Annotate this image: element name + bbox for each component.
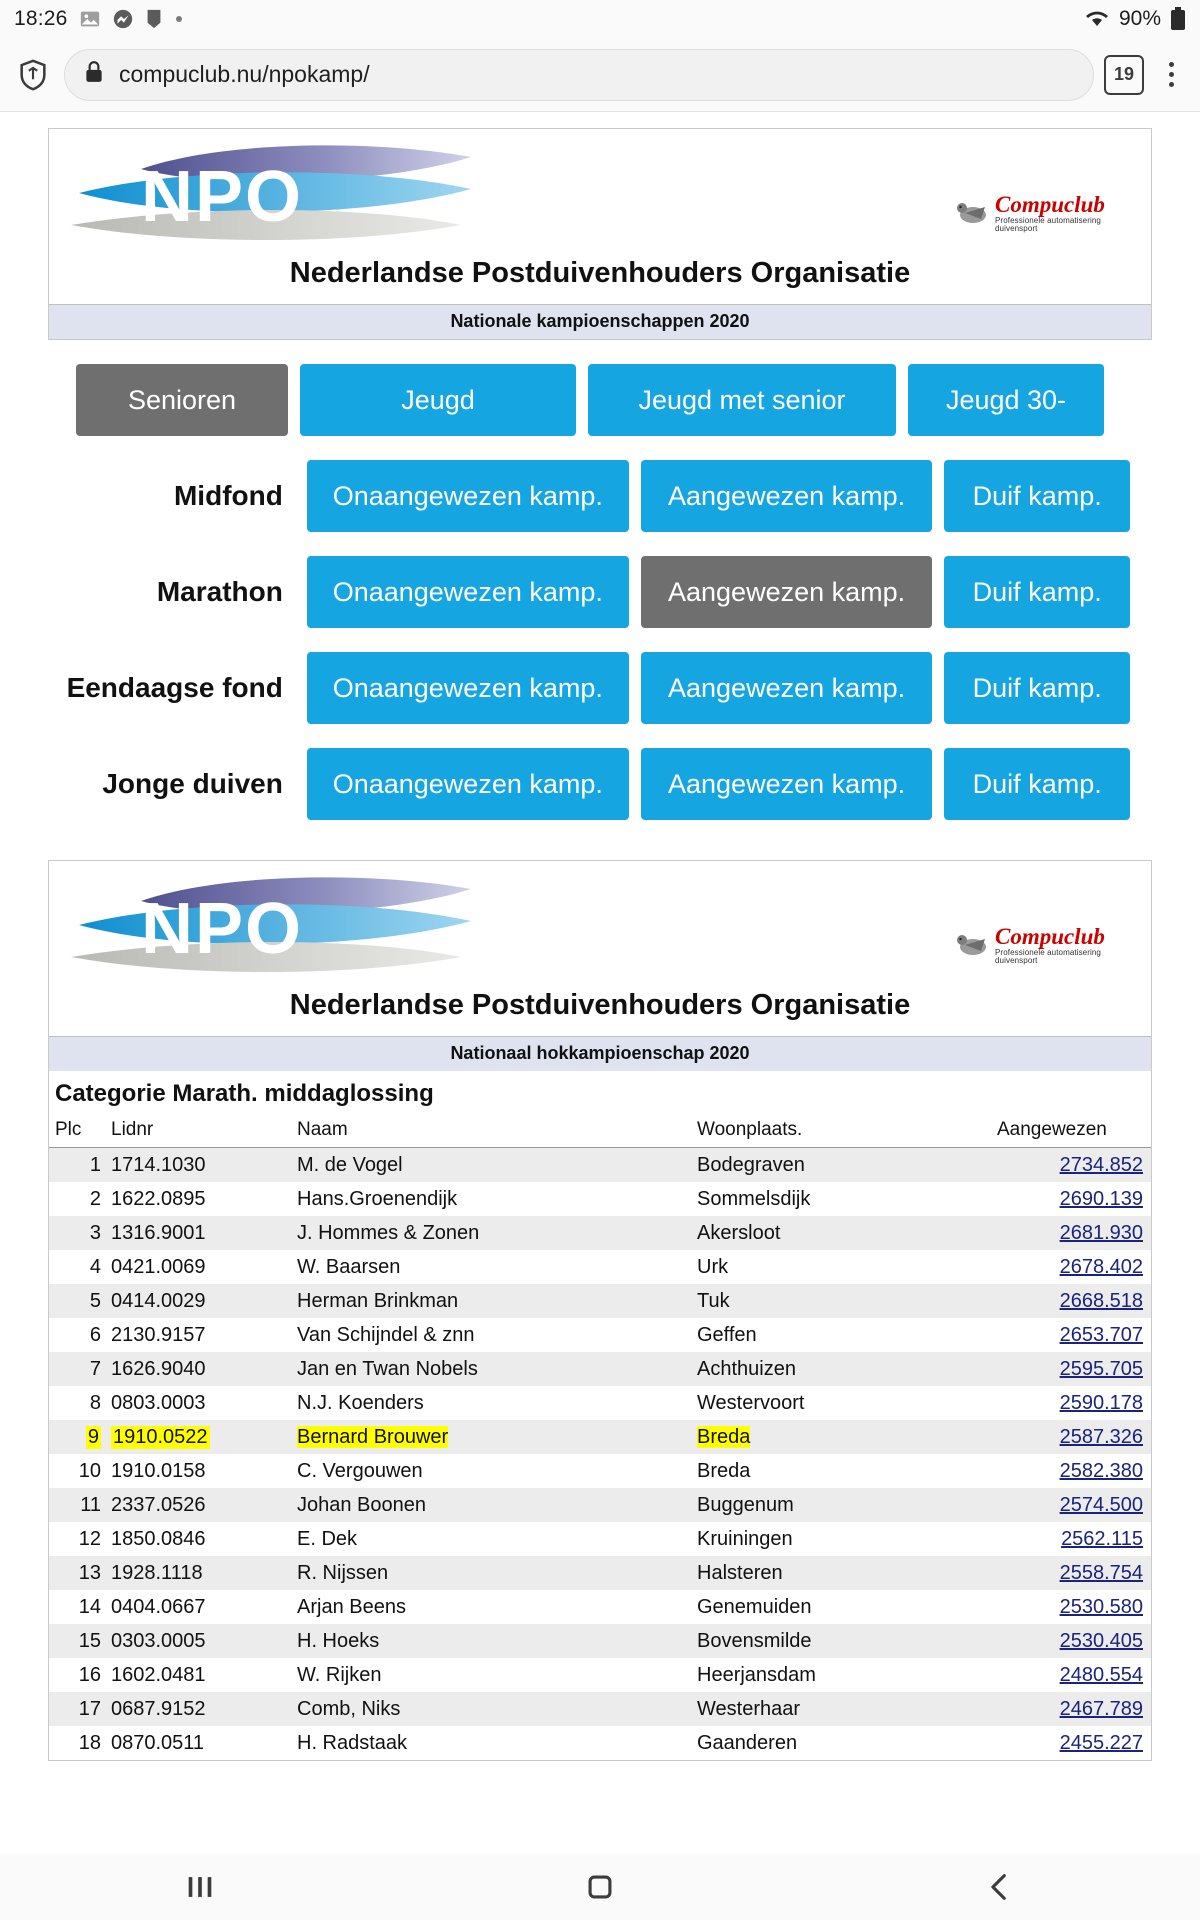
android-status-bar	[0, 0, 1200, 38]
npo-logo	[71, 871, 541, 986]
compuclub-logo	[955, 923, 1137, 967]
results-card	[48, 860, 1152, 1761]
cell-lidnr: 1714.1030	[111, 1154, 206, 1176]
battery-percentage: 90%	[1118, 7, 1161, 30]
nav-button-jeugd-met-senior[interactable]: Jeugd met senior	[588, 364, 896, 436]
cell-lidnr: 0803.0003	[111, 1392, 206, 1414]
cell-aangewezen	[991, 1386, 1151, 1420]
aangewezen-link[interactable]: 2574.500	[1059, 1494, 1143, 1516]
aangewezen-link[interactable]: 2455.227	[1059, 1732, 1143, 1754]
cell-naam: H. Radstaak	[297, 1732, 408, 1754]
eendaagse-aangewezen-button[interactable]: Aangewezen kamp.	[641, 652, 933, 724]
discipline-label-jonge-duiven: Jonge duiven	[102, 768, 283, 799]
table-row	[49, 1658, 1151, 1692]
table-row	[49, 1216, 1151, 1250]
cell-plc: 11	[80, 1494, 101, 1516]
cell-naam: Comb, Niks	[297, 1698, 401, 1720]
compuclub-tagline: Professionele automatisering duivensport	[995, 215, 1101, 234]
discipline-row-midfond	[48, 460, 1152, 532]
cell-woonplaats: Breda	[697, 1426, 751, 1448]
browser-toolbar	[0, 38, 1200, 112]
cell-lidnr: 0303.0005	[111, 1630, 206, 1652]
cell-lidnr: 0687.9152	[111, 1698, 206, 1720]
table-row	[49, 1556, 1151, 1590]
compuclub-tagline: Professionele automatisering duivensport	[995, 947, 1101, 966]
cell-aangewezen	[991, 1284, 1151, 1318]
midfond-duif-button[interactable]: Duif kamp.	[944, 460, 1130, 532]
cell-naam: W. Baarsen	[297, 1256, 401, 1278]
column-header-woonplaats: Woonplaats.	[691, 1115, 991, 1148]
aangewezen-link[interactable]: 2681.930	[1059, 1222, 1143, 1244]
cell-lidnr: 1316.9001	[111, 1222, 206, 1244]
cell-woonplaats: Buggenum	[697, 1494, 794, 1516]
cell-woonplaats: Westerhaar	[697, 1698, 801, 1720]
cell-naam: J. Hommes & Zonen	[297, 1222, 480, 1244]
svg-text:NPO: NPO	[141, 889, 304, 969]
cell-woonplaats: Genemuiden	[697, 1596, 812, 1618]
discipline-label-marathon: Marathon	[156, 576, 283, 607]
cell-lidnr: 0870.0511	[111, 1732, 205, 1754]
jonge-duiven-aangewezen-button[interactable]: Aangewezen kamp.	[641, 748, 933, 820]
results-table	[49, 1115, 1151, 1760]
npo-logo	[71, 139, 541, 254]
cell-lidnr: 0421.0069	[111, 1256, 206, 1278]
aangewezen-link[interactable]: 2595.705	[1059, 1358, 1143, 1380]
android-system-nav	[0, 1854, 1200, 1920]
dot-icon	[174, 14, 184, 24]
results-organization-title: Nederlandse Postduivenhouders Organisatie	[289, 989, 911, 1021]
cell-lidnr: 1910.0158	[111, 1460, 206, 1482]
cell-naam: Herman Brinkman	[297, 1290, 459, 1312]
cell-naam: Hans.Groenendijk	[297, 1188, 458, 1210]
table-row	[49, 1250, 1151, 1284]
table-row	[49, 1522, 1151, 1556]
table-row	[49, 1420, 1151, 1454]
shield-icon[interactable]	[12, 54, 54, 96]
cell-plc: 1	[89, 1154, 101, 1176]
cell-aangewezen	[991, 1454, 1151, 1488]
table-row	[49, 1182, 1151, 1216]
nav-button-jeugd-30[interactable]: Jeugd 30-	[908, 364, 1104, 436]
column-header-naam: Naam	[291, 1115, 691, 1148]
category-nav-row	[48, 364, 1152, 436]
table-row	[49, 1386, 1151, 1420]
table-row	[49, 1590, 1151, 1624]
cell-aangewezen	[991, 1318, 1151, 1352]
cell-plc: 17	[78, 1698, 101, 1720]
cell-plc: 9	[87, 1426, 99, 1448]
aangewezen-link[interactable]: 2678.402	[1059, 1256, 1143, 1278]
cell-aangewezen	[991, 1624, 1151, 1658]
cell-woonplaats: Kruiningen	[697, 1528, 793, 1550]
cell-naam: H. Hoeks	[297, 1630, 380, 1652]
compuclub-name: Compuclub	[995, 191, 1105, 217]
cell-plc: 3	[89, 1222, 101, 1244]
cell-woonplaats: Bodegraven	[697, 1154, 805, 1176]
cell-lidnr: 0404.0667	[111, 1596, 206, 1618]
cell-lidnr: 0414.0029	[111, 1290, 206, 1312]
aangewezen-link[interactable]: 2562.115	[1061, 1528, 1143, 1550]
pigeon-icon	[955, 929, 989, 961]
cell-naam: N.J. Koenders	[297, 1392, 424, 1414]
status-left-group	[14, 7, 184, 31]
cell-aangewezen	[991, 1556, 1151, 1590]
tab-counter-button[interactable]: 19	[1104, 55, 1144, 95]
nav-button-senioren[interactable]: Senioren	[76, 364, 288, 436]
results-subtitle: Nationaal hokkampioenschap 2020	[49, 1036, 1151, 1071]
pigeon-icon	[955, 197, 989, 229]
cell-plc: 15	[78, 1630, 101, 1652]
table-row	[49, 1692, 1151, 1726]
cell-woonplaats: Halsteren	[697, 1562, 783, 1584]
cell-plc: 18	[78, 1732, 101, 1754]
nav-button-jeugd[interactable]: Jeugd	[300, 364, 576, 436]
cell-aangewezen	[991, 1250, 1151, 1284]
cell-plc: 8	[89, 1392, 101, 1414]
cell-naam: E. Dek	[297, 1528, 358, 1550]
status-right-group	[1084, 7, 1186, 31]
cell-naam: R. Nijssen	[297, 1562, 389, 1584]
messenger-icon	[112, 8, 134, 30]
aangewezen-link[interactable]: 2480.554	[1059, 1664, 1143, 1686]
cell-lidnr: 1910.0522	[113, 1426, 208, 1448]
marathon-aangewezen-button[interactable]: Aangewezen kamp.	[641, 556, 933, 628]
cell-lidnr: 1622.0895	[111, 1188, 206, 1210]
midfond-aangewezen-button[interactable]: Aangewezen kamp.	[641, 460, 933, 532]
lock-icon	[83, 60, 105, 89]
cell-aangewezen	[991, 1658, 1151, 1692]
svg-text:NPO: NPO	[141, 157, 304, 237]
cell-woonplaats: Tuk	[697, 1290, 730, 1312]
cell-lidnr: 2130.9157	[111, 1324, 206, 1346]
cell-aangewezen	[991, 1216, 1151, 1250]
cell-naam: Johan Boonen	[297, 1494, 427, 1516]
eendaagse-duif-button[interactable]: Duif kamp.	[944, 652, 1130, 724]
cell-naam: Arjan Beens	[297, 1596, 406, 1618]
cell-lidnr: 1850.0846	[111, 1528, 206, 1550]
table-row	[49, 1454, 1151, 1488]
app-icon	[145, 8, 163, 30]
results-logo-row	[49, 861, 1151, 989]
results-table-body	[49, 1148, 1151, 1761]
overflow-menu-icon[interactable]	[1154, 62, 1188, 87]
aangewezen-link[interactable]: 2668.518	[1059, 1290, 1143, 1312]
cell-aangewezen	[991, 1182, 1151, 1216]
aangewezen-link[interactable]: 2587.326	[1059, 1426, 1143, 1448]
cell-woonplaats: Akersloot	[697, 1222, 781, 1244]
marathon-duif-button[interactable]: Duif kamp.	[944, 556, 1130, 628]
table-row	[49, 1318, 1151, 1352]
cell-woonplaats: Gaanderen	[697, 1732, 798, 1754]
table-header-row	[49, 1115, 1151, 1148]
column-header-aangewezen: Aangewezen	[991, 1115, 1151, 1148]
cell-lidnr: 2337.0526	[111, 1494, 206, 1516]
cell-naam: M. de Vogel	[297, 1154, 403, 1176]
table-row	[49, 1352, 1151, 1386]
cell-aangewezen	[991, 1590, 1151, 1624]
cell-lidnr: 1626.9040	[111, 1358, 206, 1380]
discipline-label-eendaagse-fond: Eendaagse fond	[66, 672, 283, 703]
discipline-row-jonge-duiven	[48, 748, 1152, 820]
jonge-duiven-onaangewezen-button[interactable]: Onaangewezen kamp.	[307, 748, 629, 820]
recents-icon[interactable]	[140, 1870, 260, 1904]
cell-woonplaats: Geffen	[697, 1324, 757, 1346]
cell-aangewezen	[991, 1352, 1151, 1386]
aangewezen-link[interactable]: 2590.178	[1059, 1392, 1143, 1414]
midfond-onaangewezen-button[interactable]: Onaangewezen kamp.	[307, 460, 629, 532]
cell-woonplaats: Achthuizen	[697, 1358, 796, 1380]
web-page-viewport[interactable]	[0, 112, 1200, 1844]
npo-header-card	[48, 128, 1152, 340]
aangewezen-link[interactable]: 2530.580	[1059, 1596, 1143, 1618]
column-header-lidnr: Lidnr	[101, 1115, 291, 1148]
table-row	[49, 1148, 1151, 1183]
cell-naam: W. Rijken	[297, 1664, 382, 1686]
cell-aangewezen	[991, 1726, 1151, 1760]
wifi-icon	[1084, 9, 1110, 29]
jonge-duiven-duif-button[interactable]: Duif kamp.	[944, 748, 1130, 820]
column-header-plc: Plc	[49, 1115, 101, 1148]
cell-woonplaats: Heerjansdam	[697, 1664, 816, 1686]
cell-woonplaats: Urk	[697, 1256, 729, 1278]
aangewezen-link[interactable]: 2467.789	[1059, 1698, 1143, 1720]
cell-aangewezen	[991, 1420, 1151, 1454]
table-row	[49, 1284, 1151, 1318]
cell-woonplaats: Bovensmilde	[697, 1630, 812, 1652]
cell-lidnr: 1928.1118	[111, 1562, 203, 1584]
cell-plc: 13	[78, 1562, 101, 1584]
cell-aangewezen	[991, 1692, 1151, 1726]
aangewezen-link[interactable]: 2582.380	[1059, 1460, 1143, 1482]
aangewezen-link[interactable]: 2653.707	[1059, 1324, 1143, 1346]
cell-naam: Bernard Brouwer	[297, 1426, 449, 1448]
cell-plc: 5	[89, 1290, 101, 1312]
battery-icon	[1170, 7, 1186, 31]
table-row	[49, 1624, 1151, 1658]
cell-plc: 16	[78, 1664, 101, 1686]
cell-woonplaats: Westervoort	[697, 1392, 805, 1414]
compuclub-logo	[955, 191, 1137, 235]
cell-plc: 10	[78, 1460, 101, 1482]
marathon-onaangewezen-button[interactable]: Onaangewezen kamp.	[307, 556, 629, 628]
cell-plc: 4	[89, 1256, 101, 1278]
cell-aangewezen	[991, 1148, 1151, 1183]
cell-woonplaats: Sommelsdijk	[697, 1188, 811, 1210]
cell-plc: 6	[89, 1324, 101, 1346]
championship-subtitle: Nationale kampioenschappen 2020	[49, 304, 1151, 339]
cell-plc: 12	[78, 1528, 101, 1550]
cell-naam: Van Schijndel & znn	[297, 1324, 475, 1346]
eendaagse-onaangewezen-button[interactable]: Onaangewezen kamp.	[307, 652, 629, 724]
aangewezen-link[interactable]: 2734.852	[1059, 1154, 1143, 1176]
aangewezen-link[interactable]: 2530.405	[1059, 1630, 1143, 1652]
compuclub-name: Compuclub	[995, 923, 1105, 949]
cell-woonplaats: Breda	[697, 1460, 751, 1482]
status-clock: 18:26	[14, 7, 68, 30]
url-bar[interactable]	[64, 49, 1094, 101]
cell-plc: 7	[89, 1358, 101, 1380]
table-row	[49, 1488, 1151, 1522]
cell-aangewezen	[991, 1488, 1151, 1522]
discipline-row-marathon	[48, 556, 1152, 628]
aangewezen-link[interactable]: 2690.139	[1059, 1188, 1143, 1210]
results-category-title: Categorie Marath. middaglossing	[55, 1080, 434, 1107]
table-row	[49, 1726, 1151, 1760]
cell-naam: C. Vergouwen	[297, 1460, 423, 1482]
discipline-row-eendaagse-fond	[48, 652, 1152, 724]
cell-naam: Jan en Twan Nobels	[297, 1358, 478, 1380]
discipline-label-midfond: Midfond	[173, 480, 283, 511]
cell-plc: 14	[78, 1596, 101, 1618]
organization-title: Nederlandse Postduivenhouders Organisatie	[289, 257, 911, 289]
cell-lidnr: 1602.0481	[111, 1664, 206, 1686]
image-icon	[79, 8, 101, 30]
cell-aangewezen	[991, 1522, 1151, 1556]
url-text: compuclub.nu/npokamp/	[119, 61, 370, 87]
npo-logo-row	[49, 129, 1151, 257]
aangewezen-link[interactable]: 2558.754	[1059, 1562, 1143, 1584]
cell-plc: 2	[89, 1188, 101, 1210]
home-icon[interactable]	[540, 1870, 660, 1904]
back-icon[interactable]	[940, 1870, 1060, 1904]
